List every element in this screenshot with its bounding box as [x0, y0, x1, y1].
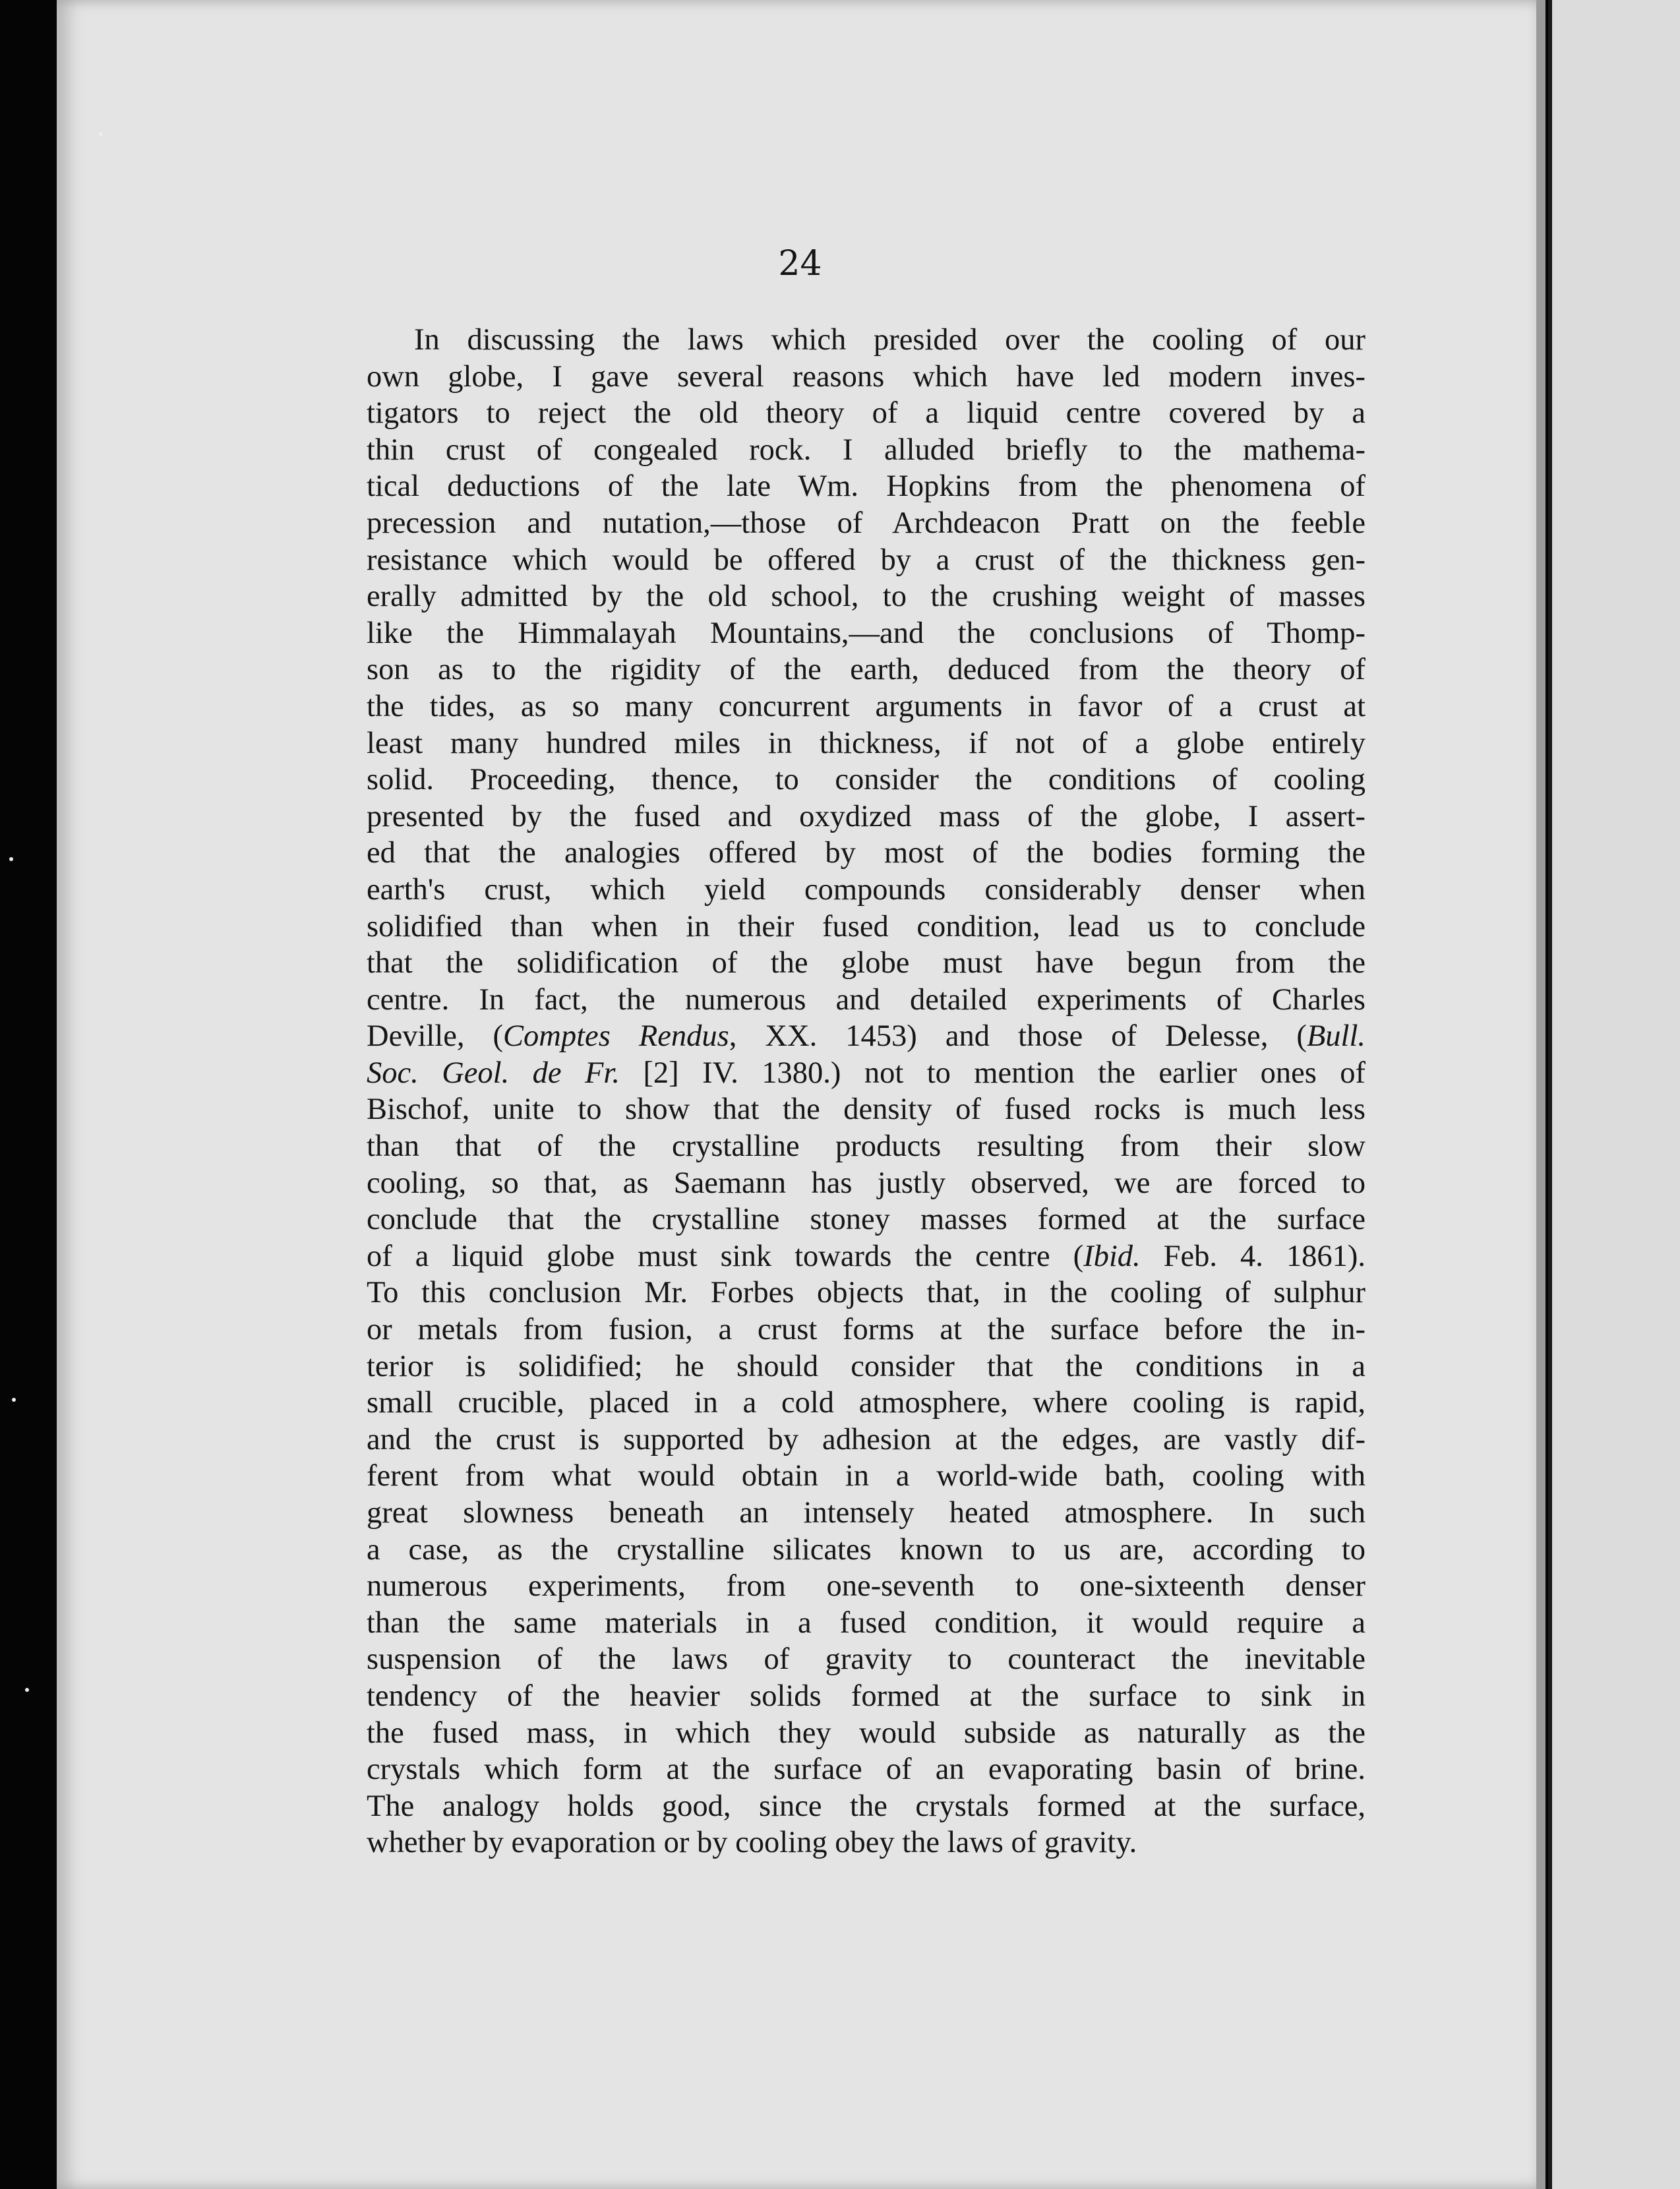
- text-line: crystals which form at the surface of an evaporating basin of brine.: [367, 1753, 1365, 1787]
- text-run: , XX. 1453) and those of Delesse, (: [729, 1019, 1307, 1054]
- text-line: least many hundred miles in thickness, if not of a globe entirely: [367, 726, 1365, 760]
- page-gutter: [1536, 0, 1545, 2189]
- text-line: erally admitted by the old school, to the crushing weight of masses: [367, 580, 1365, 614]
- citation-italic: Bull.: [1306, 1019, 1365, 1054]
- scan-speck: [25, 1688, 29, 1692]
- text-line: terior is solidified; he should consider that the conditions in a: [367, 1349, 1365, 1383]
- text-line: the fused mass, in which they would subside as naturally as the: [367, 1716, 1365, 1750]
- body-text: [367, 322, 1365, 1861]
- text-line: own globe, I gave several reasons which have led modern inves-: [367, 359, 1365, 394]
- text-line: a case, as the crystalline silicates known to us are, according to: [367, 1532, 1365, 1567]
- text-line: cooling, so that, as Saemann has justly observed, we are forced to: [367, 1166, 1365, 1200]
- book-page: [57, 0, 1544, 2189]
- text-line: than the same materials in a fused condition, it would require a: [367, 1605, 1365, 1640]
- adjacent-page-edge: [1548, 0, 1680, 2189]
- text-line: ed that the analogies offered by most of the bodies forming the: [367, 836, 1365, 870]
- text-line: presented by the fused and oxydized mass of the globe, I assert-: [367, 799, 1365, 833]
- text-line: tical deductions of the late Wm. Hopkins from the phenomena of: [367, 469, 1365, 504]
- text-line: thin crust of congealed rock. I alluded briefly to the mathema-: [367, 433, 1365, 467]
- text-line: [367, 1055, 1365, 1092]
- scan-speck: [9, 857, 13, 861]
- text-line: small crucible, placed in a cold atmosphere, where cooling is rapid,: [367, 1386, 1365, 1420]
- text-line: precession and nutation,—those of Archdeacon Pratt on the feeble: [367, 506, 1365, 540]
- text-line: [367, 1018, 1365, 1055]
- text-line: suspension of the laws of gravity to counteract the inevitable: [367, 1642, 1365, 1677]
- text-line: conclude that the crystalline stoney masses formed at the surface: [367, 1203, 1365, 1237]
- text-line: numerous experiments, from one-seventh to one-sixteenth denser: [367, 1569, 1365, 1604]
- text-line: Bischof, unite to show that the density of fused rocks is much less: [367, 1093, 1365, 1127]
- text-line: like the Himmalayah Mountains,—and the conclusions of Thomp-: [367, 616, 1365, 650]
- citation-italic: Ibid.: [1083, 1239, 1141, 1273]
- text-line: and the crust is supported by adhesion at the edges, are vastly dif-: [367, 1422, 1365, 1456]
- text-run: Feb. 4. 1861).: [1140, 1239, 1365, 1273]
- text-line: earth's crust, which yield compounds considerably denser when: [367, 872, 1365, 907]
- text-line: whether by evaporation or by cooling obey the laws of gravity.: [367, 1826, 1137, 1860]
- scan-speck: [99, 132, 103, 136]
- text-line: resistance which would be offered by a crust of the thickness gen-: [367, 543, 1365, 577]
- text-line: or metals from fusion, a crust forms at the surface before the in-: [367, 1313, 1365, 1347]
- text-line: solid. Proceeding, thence, to consider the conditions of cooling: [367, 763, 1365, 797]
- text-line: tigators to reject the old theory of a liquid centre covered by a: [367, 396, 1365, 431]
- text-line: son as to the rigidity of the earth, deduced from the theory of: [367, 653, 1365, 687]
- text-line: ferent from what would obtain in a world-wide bath, cooling with: [367, 1459, 1365, 1493]
- text-line: the tides, as so many concurrent arguments in favor of a crust at: [367, 689, 1365, 723]
- text-line: In discussing the laws which presided over the cooling of our: [414, 323, 1365, 357]
- text-line: centre. In fact, the numerous and detailed experiments of Charles: [367, 982, 1365, 1017]
- text-line: great slowness beneath an intensely heated atmosphere. In such: [367, 1496, 1365, 1530]
- text-line: [367, 1238, 1365, 1275]
- citation-italic: Soc. Geol. de Fr.: [367, 1056, 620, 1090]
- text-run: of a liquid globe must sink towards the centre (: [367, 1239, 1084, 1273]
- text-line: tendency of the heavier solids formed at the surface to sink in: [367, 1679, 1365, 1713]
- text-run: [2] IV. 1380.) not to mention the earlier ones of: [620, 1056, 1366, 1090]
- text-line: To this conclusion Mr. Forbes objects that, in the cooling of sulphur: [367, 1276, 1365, 1310]
- citation-italic: Comptes Rendus: [503, 1019, 729, 1054]
- text-line: that the solidification of the globe must have begun from the: [367, 946, 1365, 980]
- scan-speck: [12, 1398, 16, 1402]
- page-number: 24: [778, 244, 822, 284]
- text-line: solidified than when in their fused condition, lead us to conclude: [367, 909, 1365, 944]
- text-run: Deville, (: [367, 1019, 504, 1054]
- text-line: than that of the crystalline products resulting from their slow: [367, 1129, 1365, 1164]
- text-line: The analogy holds good, since the crystals formed at the surface,: [367, 1789, 1365, 1823]
